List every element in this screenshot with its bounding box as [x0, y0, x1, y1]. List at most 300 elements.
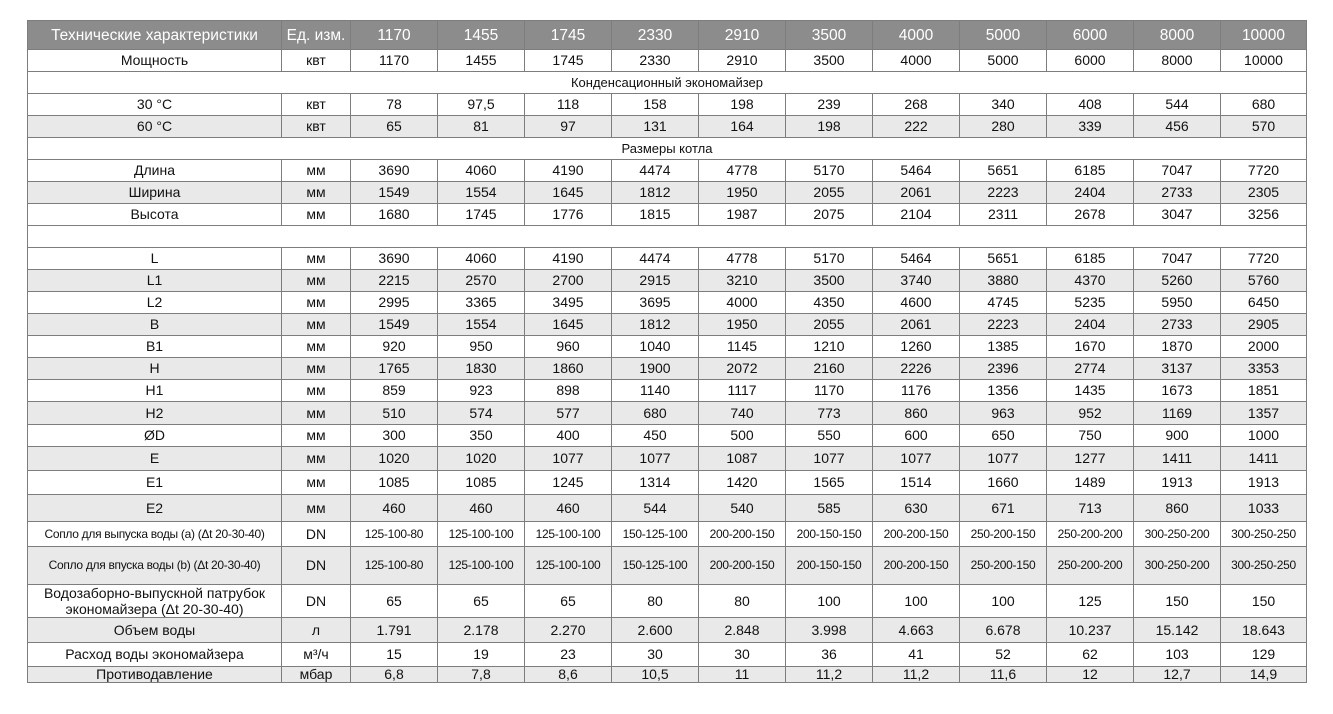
- value-cell: 300-250-200: [1134, 522, 1221, 547]
- row-label: H: [28, 358, 282, 380]
- value-cell: 750: [1047, 425, 1134, 447]
- row-label: Сопло для выпуска воды (a) (Δt 20-30-40): [28, 522, 282, 547]
- value-cell: 2733: [1134, 182, 1221, 204]
- table-row: [28, 618, 1307, 643]
- value-cell: 65: [351, 585, 438, 618]
- value-cell: 1020: [351, 447, 438, 471]
- table-body: [28, 50, 1307, 683]
- header-model-2330: 2330: [612, 21, 699, 50]
- value-cell: 1815: [612, 204, 699, 226]
- value-cell: 2774: [1047, 358, 1134, 380]
- table-row: [28, 94, 1307, 116]
- value-cell: 1900: [612, 358, 699, 380]
- row-unit: DN: [282, 522, 351, 547]
- header-model-1170: 1170: [351, 21, 438, 50]
- row-unit: квт: [282, 50, 351, 72]
- value-cell: 250-200-200: [1047, 522, 1134, 547]
- row-label: 60 °С: [28, 116, 282, 138]
- value-cell: 5651: [960, 160, 1047, 182]
- row-unit: мм: [282, 402, 351, 425]
- value-cell: 2905: [1221, 314, 1307, 336]
- value-cell: 5651: [960, 248, 1047, 270]
- value-cell: 540: [699, 495, 786, 522]
- value-cell: 1765: [351, 358, 438, 380]
- value-cell: 1314: [612, 471, 699, 495]
- value-cell: 6185: [1047, 160, 1134, 182]
- value-cell: 4000: [699, 292, 786, 314]
- value-cell: 680: [1221, 94, 1307, 116]
- header-model-8000: 8000: [1134, 21, 1221, 50]
- table-row: [28, 204, 1307, 226]
- value-cell: 1549: [351, 314, 438, 336]
- section-row: [28, 226, 1307, 248]
- value-cell: 6450: [1221, 292, 1307, 314]
- value-cell: 585: [786, 495, 873, 522]
- value-cell: 1913: [1134, 471, 1221, 495]
- value-cell: 78: [351, 94, 438, 116]
- table-row: [28, 402, 1307, 425]
- table-row: [28, 160, 1307, 182]
- table-row: [28, 292, 1307, 314]
- value-cell: 1851: [1221, 380, 1307, 402]
- value-cell: 923: [438, 380, 525, 402]
- value-cell: 2311: [960, 204, 1047, 226]
- value-cell: 125-100-100: [438, 522, 525, 547]
- value-cell: 10.237: [1047, 618, 1134, 643]
- value-cell: 118: [525, 94, 612, 116]
- section-title: [28, 226, 1307, 248]
- row-label: E2: [28, 495, 282, 522]
- row-label: H1: [28, 380, 282, 402]
- value-cell: 860: [1134, 495, 1221, 522]
- value-cell: 4190: [525, 160, 612, 182]
- value-cell: 1950: [699, 314, 786, 336]
- value-cell: 1169: [1134, 402, 1221, 425]
- value-cell: 400: [525, 425, 612, 447]
- value-cell: 15.142: [1134, 618, 1221, 643]
- value-cell: 23: [525, 643, 612, 667]
- value-cell: 30: [612, 643, 699, 667]
- header-model-5000: 5000: [960, 21, 1047, 50]
- value-cell: 7047: [1134, 248, 1221, 270]
- value-cell: 1277: [1047, 447, 1134, 471]
- table-header: [28, 21, 1307, 50]
- value-cell: 960: [525, 336, 612, 358]
- row-label: H2: [28, 402, 282, 425]
- value-cell: 4600: [873, 292, 960, 314]
- value-cell: 1860: [525, 358, 612, 380]
- row-label: E: [28, 447, 282, 471]
- value-cell: 131: [612, 116, 699, 138]
- value-cell: 1040: [612, 336, 699, 358]
- value-cell: 18.643: [1221, 618, 1307, 643]
- value-cell: 200-200-150: [873, 522, 960, 547]
- value-cell: 300: [351, 425, 438, 447]
- value-cell: 2.848: [699, 618, 786, 643]
- value-cell: 6000: [1047, 50, 1134, 72]
- value-cell: 158: [612, 94, 699, 116]
- value-cell: 65: [525, 585, 612, 618]
- row-label: Сопло для впуска воды (b) (Δt 20-30-40): [28, 547, 282, 585]
- value-cell: 100: [960, 585, 1047, 618]
- value-cell: 250-200-150: [960, 522, 1047, 547]
- value-cell: 2223: [960, 182, 1047, 204]
- value-cell: 450: [612, 425, 699, 447]
- value-cell: 300-250-250: [1221, 547, 1307, 585]
- section-title: Размеры котла: [28, 138, 1307, 160]
- value-cell: 2226: [873, 358, 960, 380]
- value-cell: 2.178: [438, 618, 525, 643]
- row-label: Объем воды: [28, 618, 282, 643]
- table-row: [28, 425, 1307, 447]
- value-cell: 5170: [786, 160, 873, 182]
- value-cell: 500: [699, 425, 786, 447]
- value-cell: 2215: [351, 270, 438, 292]
- header-characteristics: Технические характеристики: [28, 21, 282, 50]
- value-cell: 4370: [1047, 270, 1134, 292]
- value-cell: 574: [438, 402, 525, 425]
- value-cell: 2305: [1221, 182, 1307, 204]
- value-cell: 1870: [1134, 336, 1221, 358]
- value-cell: 5260: [1134, 270, 1221, 292]
- value-cell: 1411: [1221, 447, 1307, 471]
- row-unit: мм: [282, 471, 351, 495]
- value-cell: 1660: [960, 471, 1047, 495]
- value-cell: 125-100-100: [525, 522, 612, 547]
- row-unit: м³/ч: [282, 643, 351, 667]
- value-cell: 1087: [699, 447, 786, 471]
- value-cell: 1455: [438, 50, 525, 72]
- value-cell: 97: [525, 116, 612, 138]
- row-label: Длина: [28, 160, 282, 182]
- value-cell: 550: [786, 425, 873, 447]
- value-cell: 1210: [786, 336, 873, 358]
- table-row: [28, 314, 1307, 336]
- table-row: [28, 270, 1307, 292]
- value-cell: 950: [438, 336, 525, 358]
- header-model-1745: 1745: [525, 21, 612, 50]
- value-cell: 2223: [960, 314, 1047, 336]
- table-row: [28, 585, 1307, 618]
- value-cell: 12,7: [1134, 667, 1221, 683]
- value-cell: 4.663: [873, 618, 960, 643]
- value-cell: 125-100-80: [351, 547, 438, 585]
- value-cell: 1565: [786, 471, 873, 495]
- row-unit: мм: [282, 380, 351, 402]
- value-cell: 2072: [699, 358, 786, 380]
- value-cell: 2055: [786, 182, 873, 204]
- value-cell: 36: [786, 643, 873, 667]
- value-cell: 198: [699, 94, 786, 116]
- value-cell: 125-100-100: [438, 547, 525, 585]
- value-cell: 1670: [1047, 336, 1134, 358]
- value-cell: 125-100-80: [351, 522, 438, 547]
- value-cell: 1033: [1221, 495, 1307, 522]
- value-cell: 2910: [699, 50, 786, 72]
- value-cell: 5464: [873, 248, 960, 270]
- header-model-4000: 4000: [873, 21, 960, 50]
- value-cell: 1776: [525, 204, 612, 226]
- value-cell: 200-150-150: [786, 522, 873, 547]
- table-row: [28, 358, 1307, 380]
- value-cell: 2061: [873, 182, 960, 204]
- value-cell: 7720: [1221, 248, 1307, 270]
- value-cell: 5170: [786, 248, 873, 270]
- value-cell: 2330: [612, 50, 699, 72]
- value-cell: 100: [786, 585, 873, 618]
- value-cell: 1.791: [351, 618, 438, 643]
- value-cell: 570: [1221, 116, 1307, 138]
- value-cell: 2.270: [525, 618, 612, 643]
- table-row: [28, 547, 1307, 585]
- specifications-table: [27, 20, 1307, 683]
- value-cell: 7720: [1221, 160, 1307, 182]
- value-cell: 1812: [612, 182, 699, 204]
- value-cell: 3880: [960, 270, 1047, 292]
- value-cell: 2733: [1134, 314, 1221, 336]
- value-cell: 1645: [525, 314, 612, 336]
- value-cell: 11,2: [786, 667, 873, 683]
- value-cell: 2104: [873, 204, 960, 226]
- value-cell: 3690: [351, 160, 438, 182]
- row-label: Противодавление: [28, 667, 282, 683]
- value-cell: 3137: [1134, 358, 1221, 380]
- value-cell: 4060: [438, 160, 525, 182]
- row-label: L: [28, 248, 282, 270]
- value-cell: 2.600: [612, 618, 699, 643]
- value-cell: 103: [1134, 643, 1221, 667]
- value-cell: 1673: [1134, 380, 1221, 402]
- value-cell: 4778: [699, 248, 786, 270]
- value-cell: 3256: [1221, 204, 1307, 226]
- value-cell: 3047: [1134, 204, 1221, 226]
- row-unit: мм: [282, 204, 351, 226]
- value-cell: 81: [438, 116, 525, 138]
- value-cell: 6185: [1047, 248, 1134, 270]
- value-cell: 1411: [1134, 447, 1221, 471]
- table-row: [28, 522, 1307, 547]
- value-cell: 3.998: [786, 618, 873, 643]
- row-unit: мм: [282, 447, 351, 471]
- value-cell: 713: [1047, 495, 1134, 522]
- row-unit: мм: [282, 292, 351, 314]
- value-cell: 1077: [873, 447, 960, 471]
- header-model-10000: 10000: [1221, 21, 1307, 50]
- value-cell: 8000: [1134, 50, 1221, 72]
- value-cell: 4000: [873, 50, 960, 72]
- row-unit: квт: [282, 94, 351, 116]
- value-cell: 3365: [438, 292, 525, 314]
- value-cell: 150-125-100: [612, 522, 699, 547]
- value-cell: 630: [873, 495, 960, 522]
- value-cell: 740: [699, 402, 786, 425]
- value-cell: 200-200-150: [699, 522, 786, 547]
- value-cell: 1356: [960, 380, 1047, 402]
- value-cell: 5000: [960, 50, 1047, 72]
- value-cell: 544: [612, 495, 699, 522]
- value-cell: 4745: [960, 292, 1047, 314]
- value-cell: 200-200-150: [873, 547, 960, 585]
- value-cell: 1077: [525, 447, 612, 471]
- value-cell: 250-200-150: [960, 547, 1047, 585]
- value-cell: 41: [873, 643, 960, 667]
- value-cell: 1176: [873, 380, 960, 402]
- row-unit: DN: [282, 585, 351, 618]
- value-cell: 164: [699, 116, 786, 138]
- row-unit: мм: [282, 248, 351, 270]
- header-model-2910: 2910: [699, 21, 786, 50]
- value-cell: 650: [960, 425, 1047, 447]
- value-cell: 1745: [438, 204, 525, 226]
- value-cell: 408: [1047, 94, 1134, 116]
- value-cell: 5464: [873, 160, 960, 182]
- value-cell: 7,8: [438, 667, 525, 683]
- value-cell: 1385: [960, 336, 1047, 358]
- value-cell: 2700: [525, 270, 612, 292]
- value-cell: 4474: [612, 248, 699, 270]
- section-title: Конденсационный экономайзер: [28, 72, 1307, 94]
- row-unit: мм: [282, 495, 351, 522]
- value-cell: 10000: [1221, 50, 1307, 72]
- value-cell: 2061: [873, 314, 960, 336]
- value-cell: 129: [1221, 643, 1307, 667]
- value-cell: 11,6: [960, 667, 1047, 683]
- value-cell: 239: [786, 94, 873, 116]
- value-cell: 150-125-100: [612, 547, 699, 585]
- section-row: [28, 72, 1307, 94]
- value-cell: 300-250-250: [1221, 522, 1307, 547]
- value-cell: 5760: [1221, 270, 1307, 292]
- value-cell: 125-100-100: [525, 547, 612, 585]
- value-cell: 773: [786, 402, 873, 425]
- value-cell: 2404: [1047, 314, 1134, 336]
- value-cell: 250-200-200: [1047, 547, 1134, 585]
- value-cell: 1830: [438, 358, 525, 380]
- table-row: [28, 667, 1307, 683]
- value-cell: 200-150-150: [786, 547, 873, 585]
- value-cell: 12: [1047, 667, 1134, 683]
- value-cell: 340: [960, 94, 1047, 116]
- value-cell: 6.678: [960, 618, 1047, 643]
- row-unit: л: [282, 618, 351, 643]
- value-cell: 2570: [438, 270, 525, 292]
- table-row: [28, 495, 1307, 522]
- value-cell: 100: [873, 585, 960, 618]
- table-row: [28, 116, 1307, 138]
- value-cell: 1950: [699, 182, 786, 204]
- value-cell: 1260: [873, 336, 960, 358]
- row-label: E1: [28, 471, 282, 495]
- value-cell: 1000: [1221, 425, 1307, 447]
- value-cell: 65: [351, 116, 438, 138]
- row-label: 30 °С: [28, 94, 282, 116]
- header-model-6000: 6000: [1047, 21, 1134, 50]
- row-label: ØD: [28, 425, 282, 447]
- row-label: Мощность: [28, 50, 282, 72]
- value-cell: 3353: [1221, 358, 1307, 380]
- header-units: Ед. изм.: [282, 21, 351, 50]
- value-cell: 1554: [438, 182, 525, 204]
- row-label: L2: [28, 292, 282, 314]
- value-cell: 1077: [612, 447, 699, 471]
- value-cell: 80: [612, 585, 699, 618]
- value-cell: 5950: [1134, 292, 1221, 314]
- row-unit: мм: [282, 160, 351, 182]
- value-cell: 900: [1134, 425, 1221, 447]
- table-row: [28, 643, 1307, 667]
- value-cell: 222: [873, 116, 960, 138]
- value-cell: 460: [438, 495, 525, 522]
- value-cell: 2160: [786, 358, 873, 380]
- value-cell: 1117: [699, 380, 786, 402]
- value-cell: 4190: [525, 248, 612, 270]
- value-cell: 3210: [699, 270, 786, 292]
- value-cell: 1085: [351, 471, 438, 495]
- value-cell: 1077: [786, 447, 873, 471]
- value-cell: 456: [1134, 116, 1221, 138]
- value-cell: 198: [786, 116, 873, 138]
- value-cell: 6,8: [351, 667, 438, 683]
- table-row: [28, 50, 1307, 72]
- value-cell: 1549: [351, 182, 438, 204]
- value-cell: 80: [699, 585, 786, 618]
- value-cell: 600: [873, 425, 960, 447]
- value-cell: 14,9: [1221, 667, 1307, 683]
- header-model-1455: 1455: [438, 21, 525, 50]
- value-cell: 15: [351, 643, 438, 667]
- row-unit: мм: [282, 182, 351, 204]
- row-unit: мм: [282, 425, 351, 447]
- value-cell: 1645: [525, 182, 612, 204]
- value-cell: 300-250-200: [1134, 547, 1221, 585]
- value-cell: 680: [612, 402, 699, 425]
- value-cell: 1077: [960, 447, 1047, 471]
- value-cell: 952: [1047, 402, 1134, 425]
- value-cell: 10,5: [612, 667, 699, 683]
- value-cell: 3740: [873, 270, 960, 292]
- value-cell: 52: [960, 643, 1047, 667]
- value-cell: 3495: [525, 292, 612, 314]
- table-row: [28, 447, 1307, 471]
- row-unit: мбар: [282, 667, 351, 683]
- value-cell: 3500: [786, 270, 873, 292]
- value-cell: 30: [699, 643, 786, 667]
- value-cell: 920: [351, 336, 438, 358]
- row-label: B1: [28, 336, 282, 358]
- row-unit: мм: [282, 314, 351, 336]
- value-cell: 268: [873, 94, 960, 116]
- value-cell: 4060: [438, 248, 525, 270]
- value-cell: 150: [1134, 585, 1221, 618]
- value-cell: 280: [960, 116, 1047, 138]
- header-row: [28, 21, 1307, 50]
- value-cell: 97,5: [438, 94, 525, 116]
- value-cell: 350: [438, 425, 525, 447]
- row-unit: мм: [282, 336, 351, 358]
- value-cell: 963: [960, 402, 1047, 425]
- value-cell: 1357: [1221, 402, 1307, 425]
- value-cell: 339: [1047, 116, 1134, 138]
- header-model-3500: 3500: [786, 21, 873, 50]
- value-cell: 11,2: [873, 667, 960, 683]
- value-cell: 2000: [1221, 336, 1307, 358]
- value-cell: 2404: [1047, 182, 1134, 204]
- value-cell: 2915: [612, 270, 699, 292]
- row-label: Высота: [28, 204, 282, 226]
- value-cell: 5235: [1047, 292, 1134, 314]
- value-cell: 1085: [438, 471, 525, 495]
- value-cell: 1435: [1047, 380, 1134, 402]
